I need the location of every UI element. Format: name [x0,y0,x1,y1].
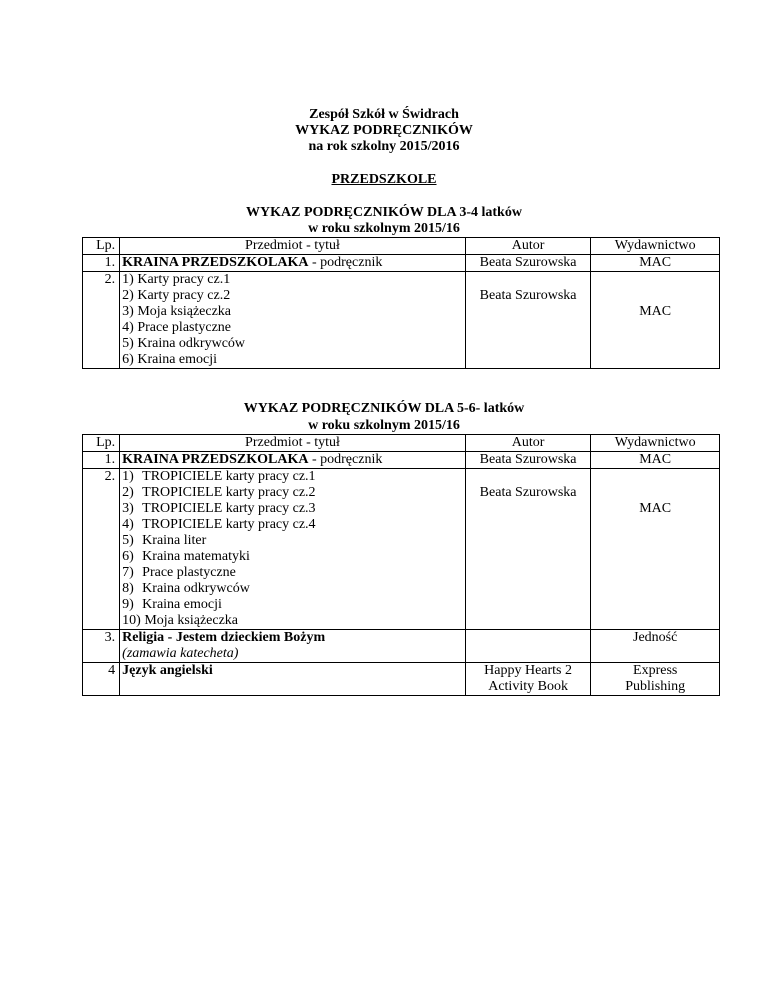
row-author [465,663,591,696]
page-title: WYKAZ PODRĘCZNIKÓW [295,123,473,138]
table1-title: WYKAZ PODRĘCZNIKÓW DLA 3-4 latków [246,205,522,220]
subject-bold: KRAINA PRZEDSZKOLAKA [122,452,309,467]
subject-rest: - podręcznik [308,255,383,270]
author-text: Beata Szurowska [479,485,577,500]
row-publisher: MAC [591,255,720,272]
row-subject-list [120,469,466,630]
row-author: Beata Szurowska [465,452,591,469]
school-name: Zespół Szkół w Świdrach [309,107,459,122]
col-author: Autor [465,435,591,452]
row-author [465,630,591,663]
list-item: 3) TROPICIELE karty pracy cz.3 [122,501,316,516]
col-publisher: Wydawnictwo [591,435,720,452]
table1-subtitle: w roku szkolnym 2015/16 [308,221,460,236]
row-lp: 4 [83,663,120,696]
row-author [465,469,591,630]
col-subject: Przedmiot - tytuł [120,435,466,452]
list-item: 4) Prace plastyczne [122,320,232,335]
publisher-line: Express [633,663,678,678]
row-publisher [591,663,720,696]
row-lp: 2. [83,272,120,369]
table-row [83,663,720,696]
table2 [82,434,720,696]
row-author: Beata Szurowska [465,255,591,272]
list-item: 2) Karty pracy cz.2 [122,288,231,303]
row-publisher [591,469,720,630]
table2-subtitle: w roku szkolnym 2015/16 [308,418,460,433]
table-row [83,630,720,663]
col-lp: Lp. [83,435,120,452]
table-row [83,272,720,369]
subject-note: (zamawia katecheta) [122,646,239,661]
row-publisher: Jedność [591,630,720,663]
row-lp: 2. [83,469,120,630]
list-item: 2) TROPICIELE karty pracy cz.2 [122,485,316,500]
list-item: 9) Kraina emocji [122,597,222,612]
col-lp: Lp. [83,238,120,255]
row-publisher [591,272,720,369]
row-subject: Język angielski [120,663,466,696]
list-item: 6) Kraina matematyki [122,549,250,564]
table2-header-row [83,435,720,452]
col-publisher: Wydawnictwo [591,238,720,255]
list-item: 3) Moja książeczka [122,304,232,319]
list-item: 5) Kraina liter [122,533,207,548]
subject-rest: - podręcznik [308,452,383,467]
row-lp: 1. [83,452,120,469]
list-item: 4) TROPICIELE karty pracy cz.4 [122,517,316,532]
table-row [83,255,720,272]
subject-bold: Religia - Jestem dzieckiem Bożym [122,630,326,645]
publisher-text: MAC [639,501,672,516]
publisher-text: MAC [639,304,672,319]
publisher-line: Publishing [625,679,686,694]
table-row [83,452,720,469]
school-year: na rok szkolny 2015/2016 [308,139,460,154]
section-title: PRZEDSZKOLE [331,172,437,187]
row-lp: 1. [83,255,120,272]
subject-bold: KRAINA PRZEDSZKOLAKA [122,255,309,270]
col-author: Autor [465,238,591,255]
list-item: 10) Moja książeczka [122,613,239,628]
row-subject [120,630,466,663]
row-author [465,272,591,369]
row-subject [120,452,466,469]
list-item: 1) Karty pracy cz.1 [122,272,231,287]
table1 [82,237,720,369]
table1-header-row [83,238,720,255]
row-subject [120,255,466,272]
row-publisher: MAC [591,452,720,469]
list-item: 6) Kraina emocji [122,352,218,367]
row-subject-list [120,272,466,369]
author-line: Happy Hearts 2 [484,663,573,678]
list-item: 1) TROPICIELE karty pracy cz.1 [122,469,316,484]
table-row [83,469,720,630]
table2-title: WYKAZ PODRĘCZNIKÓW DLA 5-6- latków [243,401,525,416]
list-item: 7) Prace plastyczne [122,565,236,580]
row-lp: 3. [83,630,120,663]
author-text: Beata Szurowska [479,288,577,303]
list-item: 5) Kraina odkrywców [122,336,246,351]
author-line: Activity Book [488,679,568,694]
col-subject: Przedmiot - tytuł [120,238,466,255]
list-item: 8) Kraina odkrywców [122,581,250,596]
